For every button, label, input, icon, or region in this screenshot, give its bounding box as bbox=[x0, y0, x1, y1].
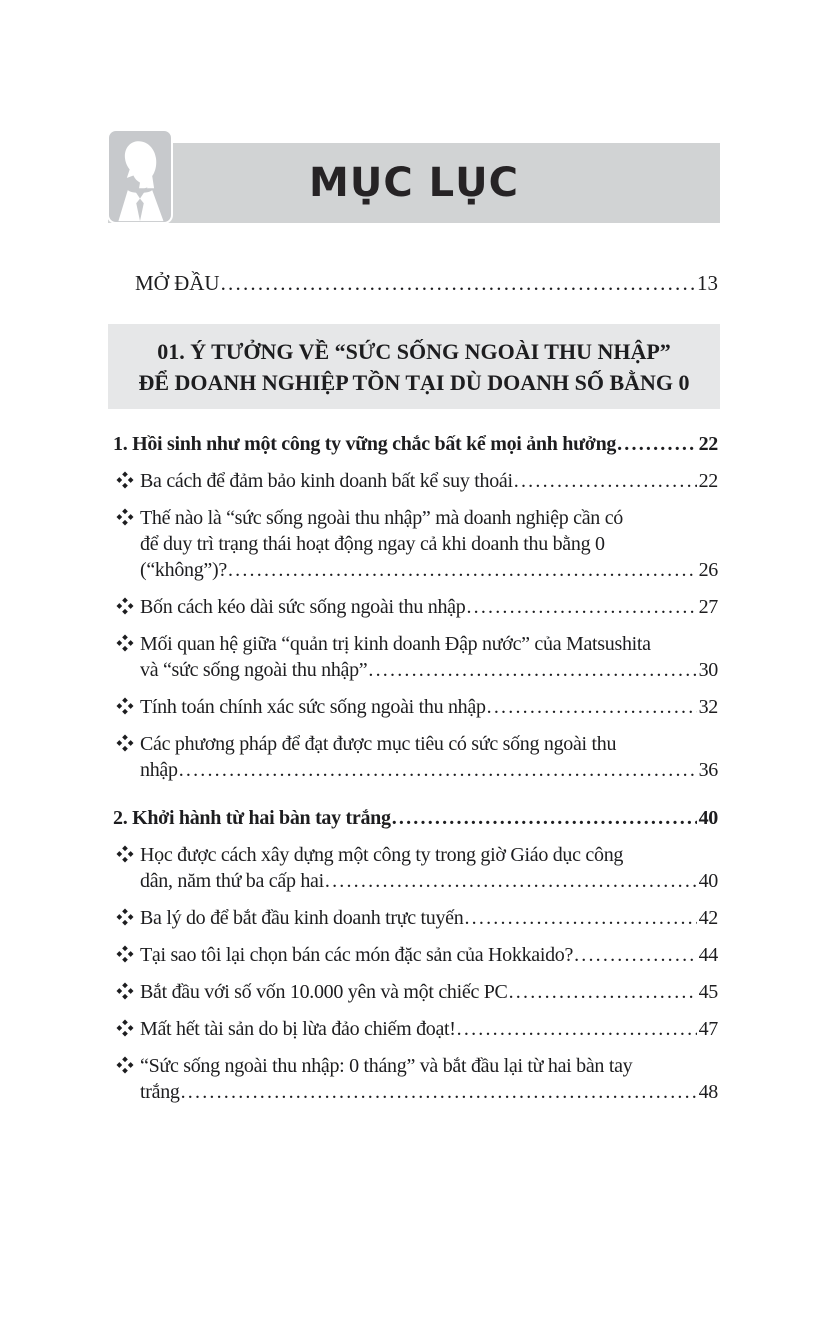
toc-entry-page: 13 bbox=[697, 271, 718, 295]
toc-entry-page: 30 bbox=[698, 659, 718, 681]
toc-entry bbox=[113, 942, 718, 968]
diamond-bullet-icon bbox=[113, 594, 140, 608]
toc-entry-title-line: để duy trì trạng thái hoạt động ngay cả khi doanh thu bằng 0 bbox=[140, 533, 605, 555]
dot-leader bbox=[368, 657, 696, 683]
businessman-logo-icon bbox=[107, 129, 173, 224]
toc-entry-page: 26 bbox=[698, 559, 718, 581]
toc-entry-page: 45 bbox=[698, 981, 718, 1003]
toc-entry-title: (“không”)? bbox=[140, 559, 227, 581]
toc-entry-title: nhập bbox=[140, 759, 178, 781]
toc-entry bbox=[113, 905, 718, 931]
toc-entry-title-line: Học được cách xây dựng một công ty trong giờ Giáo dục công bbox=[140, 844, 624, 866]
diamond-bullet-icon bbox=[113, 905, 140, 919]
toc-entry-page: 36 bbox=[698, 759, 718, 781]
toc-entry-title: MỞ ĐẦU bbox=[135, 271, 220, 295]
toc-entry-title-line: Mối quan hệ giữa “quản trị kinh doanh Đập nước” của Matsushita bbox=[140, 633, 651, 655]
diamond-bullet-icon bbox=[113, 942, 140, 956]
dot-leader bbox=[617, 431, 696, 457]
toc-entry bbox=[113, 1016, 718, 1042]
toc-entry-title: Tại sao tôi lại chọn bán các món đặc sản của Hokkaido? bbox=[140, 944, 574, 966]
toc-entry-page: 22 bbox=[698, 470, 718, 492]
diamond-bullet-icon bbox=[113, 694, 140, 708]
toc-entry-title-line: Các phương pháp để đạt được mục tiêu có sức sống ngoài thu bbox=[140, 733, 617, 755]
diamond-bullet-icon bbox=[113, 979, 140, 993]
toc-entry-title: và “sức sống ngoài thu nhập” bbox=[140, 659, 368, 681]
toc-entry-page: 48 bbox=[698, 1081, 718, 1103]
toc-entry bbox=[113, 631, 718, 683]
toc-entry bbox=[113, 842, 718, 894]
toc-entry-title: dân, năm thứ ba cấp hai bbox=[140, 870, 324, 892]
dot-leader bbox=[228, 557, 697, 583]
page-title: MỤC LỤC bbox=[309, 160, 519, 206]
toc-entry-title: Ba cách để đảm bảo kinh doanh bất kể suy thoái bbox=[140, 470, 513, 492]
toc-entry-title: Ba lý do để bắt đầu kinh doanh trực tuyến bbox=[140, 907, 464, 929]
diamond-bullet-icon bbox=[113, 842, 140, 856]
diamond-bullet-icon bbox=[113, 468, 140, 482]
toc-entry-title: Bắt đầu với số vốn 10.000 yên và một chiếc PC bbox=[140, 981, 508, 1003]
toc-entry-title-line: Thế nào là “sức sống ngoài thu nhập” mà doanh nghiệp cần có bbox=[140, 507, 623, 529]
toc-entry-page: 42 bbox=[698, 907, 718, 929]
toc-entries bbox=[113, 431, 718, 1105]
dot-leader bbox=[457, 1016, 697, 1042]
dot-leader bbox=[466, 594, 696, 620]
toc-entry-page: 40 bbox=[698, 870, 718, 892]
dot-leader bbox=[325, 868, 697, 894]
dot-leader bbox=[392, 805, 697, 831]
toc-entry bbox=[113, 505, 718, 583]
diamond-bullet-icon bbox=[113, 1053, 140, 1067]
diamond-bullet-icon bbox=[113, 1016, 140, 1030]
toc-entry bbox=[113, 1053, 718, 1105]
diamond-bullet-icon bbox=[113, 731, 140, 745]
dot-leader bbox=[179, 757, 697, 783]
dot-leader bbox=[487, 694, 697, 720]
toc-entry-page: 27 bbox=[698, 596, 718, 618]
toc-entry-title: trắng bbox=[140, 1081, 180, 1103]
dot-leader bbox=[464, 905, 696, 931]
toc-entry-page: 32 bbox=[698, 696, 718, 718]
dot-leader bbox=[574, 942, 697, 968]
toc-entry bbox=[113, 731, 718, 783]
toc-entry-page: 22 bbox=[698, 433, 718, 455]
section-heading-line: 01. Ý TƯỞNG VỀ “SỨC SỐNG NGOÀI THU NHẬP” bbox=[157, 339, 671, 364]
toc-entry-title-line: “Sức sống ngoài thu nhập: 0 tháng” và bắt đầu lại từ hai bàn tay bbox=[140, 1055, 633, 1077]
toc-entry-title: 2. Khởi hành từ hai bàn tay trắng bbox=[113, 807, 391, 829]
section-heading-line: ĐỂ DOANH NGHIỆP TỒN TẠI DÙ DOANH SỐ BẰNG 0 bbox=[138, 370, 690, 395]
toc-entry-page: 47 bbox=[698, 1018, 718, 1040]
diamond-bullet-icon bbox=[113, 631, 140, 645]
toc-banner bbox=[108, 143, 720, 223]
toc-entry bbox=[113, 431, 718, 457]
toc-entry-page: 40 bbox=[698, 807, 718, 829]
toc-entry-intro bbox=[135, 270, 718, 296]
toc-entry bbox=[113, 594, 718, 620]
toc-entry bbox=[113, 805, 718, 831]
dot-leader bbox=[509, 979, 697, 1005]
toc-entry-title: Bốn cách kéo dài sức sống ngoài thu nhập bbox=[140, 596, 466, 618]
toc-entry bbox=[113, 979, 718, 1005]
toc-entry-title: Mất hết tài sản do bị lừa đảo chiếm đoạt! bbox=[140, 1018, 456, 1040]
toc-entry bbox=[113, 468, 718, 494]
dot-leader bbox=[221, 270, 695, 296]
toc-entry bbox=[113, 694, 718, 720]
diamond-bullet-icon bbox=[113, 505, 140, 519]
toc-entry-title: Tính toán chính xác sức sống ngoài thu nhập bbox=[140, 696, 486, 718]
dot-leader bbox=[514, 468, 697, 494]
chapter-section-heading bbox=[108, 324, 720, 409]
toc-entry-page: 44 bbox=[698, 944, 718, 966]
toc-entry-title: 1. Hồi sinh như một công ty vững chắc bất kể mọi ảnh hưởng bbox=[113, 433, 617, 455]
dot-leader bbox=[181, 1079, 697, 1105]
